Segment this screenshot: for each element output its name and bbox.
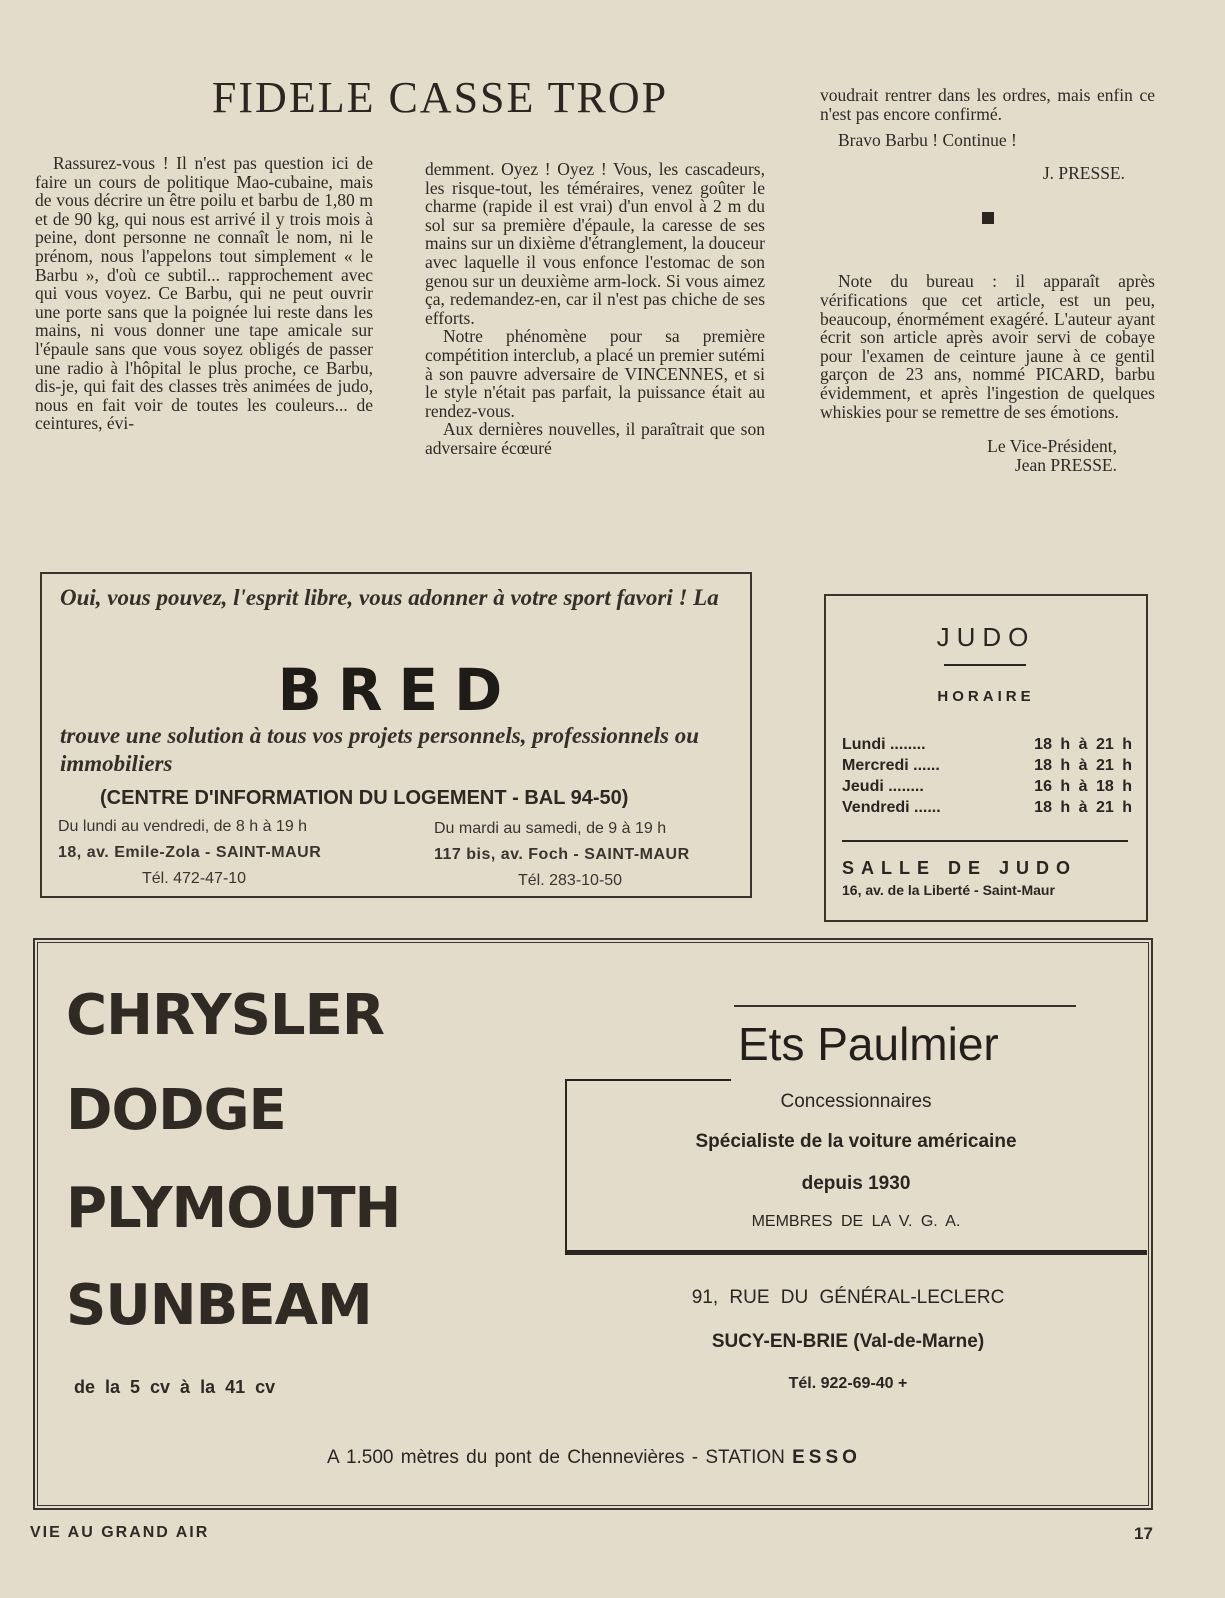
dealer-phone: Tél. 922-69-40 + xyxy=(788,1375,908,1392)
branch-address: 117 bis, av. Foch - SAINT-MAUR xyxy=(434,846,690,863)
bred-logo: BRED xyxy=(277,656,519,724)
judo-subtitle: HORAIRE xyxy=(937,688,1035,705)
dealer-role: Concessionnaires xyxy=(780,1091,932,1112)
branch-hours: Du lundi au vendredi, de 8 h à 19 h xyxy=(58,818,308,835)
article-paragraph: Bravo Barbu ! Continue ! xyxy=(838,130,1017,151)
bred-tagline: trouve une solution à tous vos projets personnels, professionnels ou immobiliers xyxy=(60,723,700,776)
bred-advertisement xyxy=(40,572,752,898)
schedule-day: Vendredi ...... xyxy=(842,799,941,816)
bred-lead-text: Oui, vous pouvez, l'esprit libre, vous adonner à votre sport favori ! La xyxy=(60,585,719,610)
schedule-day: Mercredi ...... xyxy=(842,757,940,774)
dealer-name: Ets Paulmier xyxy=(738,1018,999,1070)
dealer-since: depuis 1930 xyxy=(801,1173,911,1194)
article-paragraph: Aux dernières nouvelles, il paraîtrait que son adversaire écœuré xyxy=(425,419,765,458)
schedule-time: 18 h à 21 h xyxy=(1034,736,1132,753)
dealer-street: 91, RUE DU GÉNÉRAL-LECLERC xyxy=(691,1287,1005,1308)
dealer-city: SUCY-EN-BRIE (Val-de-Marne) xyxy=(711,1331,985,1352)
bred-branch-1 xyxy=(58,814,398,892)
bred-info-center: (CENTRE D'INFORMATION DU LOGEMENT - BAL 94-50) xyxy=(100,787,629,809)
schedule-time: 18 h à 21 h xyxy=(1034,799,1132,816)
dealer-specialty: Spécialiste de la voiture américaine xyxy=(695,1131,1017,1152)
brand-chrysler: CHRYSLER xyxy=(66,983,384,1048)
schedule-time: 18 h à 21 h xyxy=(1034,757,1132,774)
divider xyxy=(944,664,1026,666)
vp-name: Jean PRESSE. xyxy=(1014,454,1117,475)
article-column-3 xyxy=(820,86,1155,474)
page-number: 17 xyxy=(1134,1524,1153,1543)
schedule-day: Lundi ........ xyxy=(842,736,926,753)
judo-hall-name: SALLE DE JUDO xyxy=(842,858,1078,878)
dealer-membership: MEMBRES DE LA V. G. A. xyxy=(751,1213,961,1230)
station-brand: ESSO xyxy=(792,1447,861,1468)
schedule-time: 16 h à 18 h xyxy=(1034,778,1132,795)
brand-plymouth: PLYMOUTH xyxy=(66,1176,401,1241)
bred-branch-2 xyxy=(434,816,744,894)
schedule-row xyxy=(842,797,1132,818)
paulmier-advertisement xyxy=(37,942,1149,1506)
article-signature: J. PRESSE. xyxy=(1042,162,1125,183)
schedule-day: Jeudi ........ xyxy=(842,778,924,795)
location-text: A 1.500 mètres du pont de Chennevières - STATION xyxy=(327,1447,785,1468)
office-note: Note du bureau : il apparaît après vérifications que cet article, est un peu, beaucoup, énormément exagéré. L'auteur ayant écrit son article après avoir servi de cobaye pour l'examen de ceinture jaune à ce gentil garçon de 23 ans, nommé PICARD, barbu évidemment, et après l'ingestion de quelques whiskies pour se remettre de ses émotions. xyxy=(820,271,1155,422)
engine-range: de la 5 cv à la 41 cv xyxy=(74,1377,276,1397)
article-paragraph: Rassurez-vous ! Il n'est pas question ici de faire un cours de politique Mao-cubaine, mais de vous décrire un être poilu et barbu de 1,80 m et de 90 kg, qui nous est arrivé il y trois mois à peine, dont personne ne connaît le nom, ni le prénom, nous l'appelons tout simplement « le Barbu », d'où ce subtil... rapprochement avec qui vous voyez. Ce Barbu, qui ne peut ouvrir une porte sans que la poignée lui reste dans les mains, ni vous donner une tape amicale sur l'épaule sans que vous soyez obligés de passer une radio à l'hôpital le plus proche, ce Barbu, dis-je, qui fait des classes très animées de judo, nous en fait voir de toutes les couleurs... de ceintures, évi- xyxy=(35,153,373,434)
judo-hall-address: 16, av. de la Liberté - Saint-Maur xyxy=(842,882,1055,898)
judo-title: JUDO xyxy=(936,622,1036,652)
branch-phone: Tél. 472-47-10 xyxy=(142,870,247,887)
branch-hours: Du mardi au samedi, de 9 à 19 h xyxy=(434,820,667,837)
judo-schedule-box xyxy=(824,594,1148,922)
article-title: FIDELE CASSE TROP xyxy=(211,73,669,122)
divider xyxy=(842,840,1128,842)
dealer-location-note xyxy=(38,1447,1150,1469)
branch-phone: Tél. 283-10-50 xyxy=(518,872,623,889)
brand-dodge: DODGE xyxy=(66,1078,286,1143)
article-paragraph: demment. Oyez ! Oyez ! Vous, les cascadeurs, les risque-tout, les téméraires, venez goûter le charme (rapide il est vrai) d'un envol à 2 m du sol sur sa première d'épaule, la caresse de ses mains sur un dixième d'étranglement, la douceur avec laquelle il vous enfonce l'estomac de son genou sur un deuxième arm-lock. Si vous aimez ça, redemandez-en, car il n'est pas chiche de ses efforts. xyxy=(425,159,765,328)
schedule-row xyxy=(842,734,1132,755)
schedule-row xyxy=(842,776,1132,797)
section-bullet xyxy=(982,212,994,224)
article-paragraph: voudrait rentrer dans les ordres, mais enfin ce n'est pas encore confirmé. xyxy=(820,85,1155,124)
branch-address: 18, av. Emile-Zola - SAINT-MAUR xyxy=(58,844,322,861)
vp-title: Le Vice-Président, xyxy=(987,436,1117,457)
article-paragraph: Notre phénomène pour sa première compétition interclub, a placé un premier sutémi à son pauvre adversaire de VINCENNES, et si le style n'était pas parfait, la puissance était au rendez-vous. xyxy=(425,326,765,421)
brand-sunbeam: SUNBEAM xyxy=(66,1273,372,1338)
divider xyxy=(734,1005,1076,1007)
article-column-1 xyxy=(35,154,373,433)
schedule-row xyxy=(842,755,1132,776)
magazine-name: VIE AU GRAND AIR xyxy=(30,1524,210,1541)
judo-schedule xyxy=(842,734,1132,818)
article-column-2 xyxy=(425,160,765,458)
